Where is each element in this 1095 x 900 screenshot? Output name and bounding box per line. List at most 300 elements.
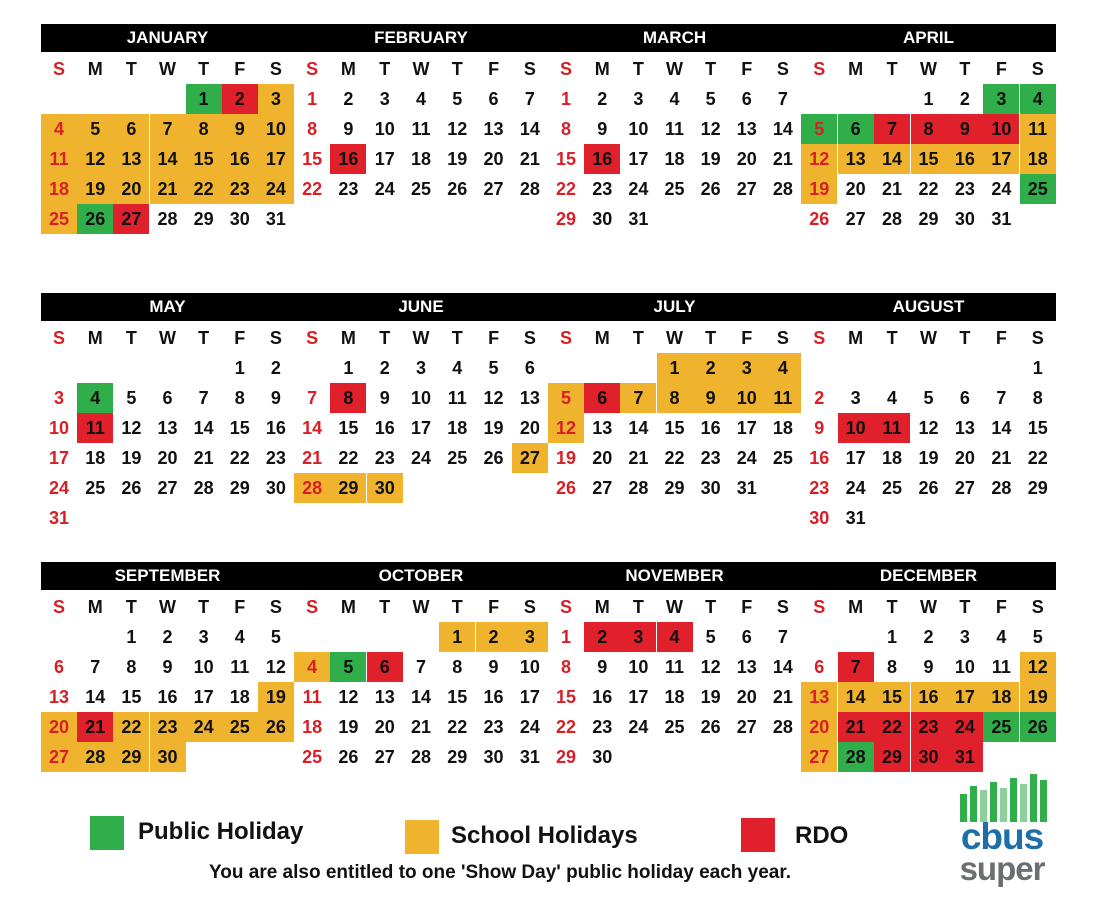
- day-cell: 30: [150, 742, 186, 772]
- day-cell: 27: [845, 209, 866, 229]
- day-cell: 11: [765, 383, 801, 413]
- weekday-header: S: [53, 328, 66, 348]
- day-cell: 13: [113, 144, 149, 174]
- month-name-august: AUGUST: [892, 297, 965, 316]
- day-cell: 3: [959, 627, 970, 647]
- day-cell: 18: [882, 448, 903, 468]
- day-cell: 3: [633, 89, 644, 109]
- month-name-january: JANUARY: [126, 28, 209, 47]
- month-name-march: MARCH: [642, 28, 707, 47]
- day-cell: 23: [954, 179, 975, 199]
- day-cell: 10: [628, 119, 649, 139]
- day-cell: 29: [1027, 478, 1048, 498]
- day-cell: 23: [150, 712, 186, 742]
- day-cell: 26: [77, 204, 113, 234]
- day-cell: 6: [524, 358, 535, 378]
- day-cell: 23: [483, 717, 504, 737]
- day-cell: 15: [664, 418, 685, 438]
- day-cell: 23: [265, 448, 286, 468]
- day-cell: 28: [294, 473, 330, 503]
- day-cell: 11: [991, 657, 1011, 677]
- day-cell: 14: [193, 418, 214, 438]
- day-cell: 15: [121, 687, 142, 707]
- day-cell: 13: [736, 119, 757, 139]
- day-cell: 28: [519, 179, 540, 199]
- day-cell: 31: [736, 478, 757, 498]
- day-cell: 7: [996, 388, 1007, 408]
- day-cell: 3: [415, 358, 426, 378]
- weekday-header: S: [776, 328, 789, 348]
- day-cell: 26: [700, 717, 721, 737]
- day-cell: 12: [483, 388, 504, 408]
- day-cell: 28: [77, 742, 113, 772]
- day-cell: 27: [801, 742, 837, 772]
- weekday-header: T: [632, 597, 644, 617]
- weekday-header: F: [741, 59, 753, 79]
- day-cell: 13: [483, 119, 504, 139]
- month-name-december: DECEMBER: [879, 566, 978, 585]
- weekday-header: F: [741, 328, 753, 348]
- day-cell: 24: [258, 174, 294, 204]
- day-cell: 25: [41, 204, 77, 234]
- day-cell: 19: [1020, 682, 1056, 712]
- day-cell: 20: [592, 448, 613, 468]
- day-cell: 3: [54, 388, 65, 408]
- day-cell: 21: [838, 712, 874, 742]
- day-cell: 29: [918, 209, 939, 229]
- day-cell: 31: [947, 742, 983, 772]
- day-cell: 11: [41, 144, 77, 174]
- day-cell: 27: [736, 717, 757, 737]
- day-cell: 14: [302, 418, 323, 438]
- day-cell: 2: [222, 84, 258, 114]
- weekday-header: F: [995, 59, 1007, 79]
- day-cell: 30: [367, 473, 403, 503]
- day-cell: 26: [121, 478, 142, 498]
- weekday-header: S: [813, 597, 826, 617]
- day-cell: 7: [874, 114, 910, 144]
- cbus-super-logo: [952, 772, 1062, 892]
- weekday-header: W: [920, 328, 937, 348]
- day-cell: 24: [628, 179, 649, 199]
- day-cell: 16: [374, 418, 395, 438]
- day-cell: 23: [911, 712, 947, 742]
- day-cell: 19: [121, 448, 142, 468]
- day-cell: 18: [41, 174, 77, 204]
- weekday-header: F: [488, 328, 500, 348]
- day-cell: 9: [597, 657, 608, 677]
- day-cell: 1: [657, 353, 693, 383]
- day-cell: 4: [452, 358, 463, 378]
- day-cell: 30: [700, 478, 721, 498]
- day-cell: 24: [374, 179, 395, 199]
- day-cell: 22: [1027, 448, 1048, 468]
- weekday-header: S: [1031, 597, 1044, 617]
- day-cell: 25: [983, 712, 1019, 742]
- day-cell: 12: [265, 657, 286, 677]
- weekday-header: W: [159, 328, 176, 348]
- day-cell: 24: [947, 712, 983, 742]
- day-cell: 3: [850, 388, 861, 408]
- day-cell: 6: [959, 388, 970, 408]
- day-cell: 29: [664, 478, 685, 498]
- day-cell: 3: [983, 84, 1019, 114]
- day-cell: 21: [628, 448, 649, 468]
- day-cell: 16: [584, 144, 620, 174]
- day-cell: 15: [302, 149, 323, 169]
- day-cell: 2: [693, 353, 729, 383]
- day-cell: 10: [193, 657, 214, 677]
- day-cell: 20: [374, 717, 395, 737]
- day-cell: 19: [700, 149, 721, 169]
- day-cell: 7: [90, 657, 101, 677]
- day-cell: 10: [519, 657, 540, 677]
- day-cell: 20: [113, 174, 149, 204]
- month-name-june: JUNE: [398, 297, 444, 316]
- day-cell: 14: [150, 144, 186, 174]
- day-cell: 1: [561, 627, 572, 647]
- day-cell: 13: [954, 418, 975, 438]
- weekday-header: T: [959, 59, 971, 79]
- day-cell: 28: [882, 209, 903, 229]
- day-cell: 31: [519, 747, 540, 767]
- day-cell: 7: [150, 114, 186, 144]
- day-cell: 4: [234, 627, 245, 647]
- day-cell: 11: [447, 388, 467, 408]
- day-cell: 2: [959, 89, 970, 109]
- day-cell: 6: [488, 89, 499, 109]
- day-cell: 30: [229, 209, 250, 229]
- day-cell: 20: [801, 712, 837, 742]
- day-cell: 29: [874, 742, 910, 772]
- weekday-header: M: [340, 59, 356, 79]
- day-cell: 18: [983, 682, 1019, 712]
- day-cell: 8: [561, 657, 572, 677]
- day-cell: 15: [556, 687, 577, 707]
- day-cell: 5: [1032, 627, 1043, 647]
- day-cell: 11: [664, 119, 685, 139]
- weekday-header: S: [523, 597, 536, 617]
- day-cell: 26: [918, 478, 939, 498]
- day-cell: 23: [374, 448, 395, 468]
- weekday-header: M: [340, 597, 356, 617]
- legend-label-rdo: RDO: [795, 822, 849, 849]
- day-cell: 30: [265, 478, 286, 498]
- day-cell: 4: [77, 383, 113, 413]
- day-cell: 13: [49, 687, 70, 707]
- day-cell: 27: [374, 747, 395, 767]
- day-cell: 18: [229, 687, 250, 707]
- day-cell: 23: [809, 478, 830, 498]
- day-cell: 6: [838, 114, 874, 144]
- day-cell: 22: [556, 179, 577, 199]
- day-cell: 25: [302, 747, 323, 767]
- day-cell: 9: [814, 418, 825, 438]
- month-name-february: FEBRUARY: [374, 28, 468, 47]
- logo-bars-icon: [952, 772, 1052, 822]
- day-cell: 13: [592, 418, 613, 438]
- day-cell: 19: [556, 448, 577, 468]
- day-cell: 2: [597, 89, 608, 109]
- day-cell: 26: [1020, 712, 1056, 742]
- day-cell: 5: [488, 358, 499, 378]
- day-cell: 9: [270, 388, 281, 408]
- day-cell: 10: [983, 114, 1019, 144]
- day-cell: 4: [1020, 84, 1056, 114]
- day-cell: 26: [483, 448, 504, 468]
- day-cell: 16: [592, 687, 613, 707]
- day-cell: 1: [234, 358, 245, 378]
- weekday-header: M: [594, 328, 610, 348]
- weekday-header: S: [523, 59, 536, 79]
- weekday-header: T: [705, 597, 717, 617]
- day-cell: 2: [476, 622, 512, 652]
- day-cell: 27: [113, 204, 149, 234]
- day-cell: 9: [693, 383, 729, 413]
- day-cell: 25: [1020, 174, 1056, 204]
- day-cell: 9: [597, 119, 608, 139]
- weekday-header: T: [125, 59, 137, 79]
- weekday-header: T: [379, 328, 391, 348]
- day-cell: 3: [512, 622, 548, 652]
- day-cell: 28: [772, 179, 793, 199]
- day-cell: 22: [338, 448, 359, 468]
- day-cell: 20: [736, 149, 757, 169]
- day-cell: 5: [705, 89, 716, 109]
- day-cell: 9: [923, 657, 934, 677]
- weekday-header: M: [340, 328, 356, 348]
- day-cell: 8: [330, 383, 366, 413]
- day-cell: 31: [845, 508, 866, 528]
- weekday-header: S: [813, 59, 826, 79]
- footnote: You are also entitled to one 'Show Day' public holiday each year.: [209, 862, 791, 883]
- day-cell: 8: [911, 114, 947, 144]
- day-cell: 28: [838, 742, 874, 772]
- day-cell: 3: [198, 627, 209, 647]
- day-cell: 6: [814, 657, 825, 677]
- day-cell: 2: [343, 89, 354, 109]
- day-cell: 4: [657, 622, 693, 652]
- day-cell: 28: [772, 717, 793, 737]
- day-cell: 30: [809, 508, 830, 528]
- day-cell: 13: [374, 687, 395, 707]
- day-cell: 10: [258, 114, 294, 144]
- day-cell: 27: [736, 179, 757, 199]
- day-cell: 10: [49, 418, 70, 438]
- day-cell: 3: [379, 89, 390, 109]
- day-cell: 18: [85, 448, 106, 468]
- day-cell: 3: [620, 622, 656, 652]
- legend-label-public-holiday: Public Holiday: [138, 818, 304, 845]
- day-cell: 24: [991, 179, 1012, 199]
- day-cell: 14: [410, 687, 432, 707]
- weekday-header: M: [87, 59, 103, 79]
- day-cell: 12: [338, 687, 359, 707]
- day-cell: 23: [592, 179, 613, 199]
- day-cell: 25: [85, 478, 106, 498]
- weekday-header: F: [234, 328, 246, 348]
- day-cell: 7: [307, 388, 318, 408]
- day-cell: 29: [229, 478, 250, 498]
- weekday-header: T: [886, 59, 898, 79]
- day-cell: 20: [483, 149, 504, 169]
- day-cell: 12: [700, 657, 721, 677]
- weekday-header: M: [87, 597, 103, 617]
- day-cell: 18: [447, 418, 468, 438]
- day-cell: 14: [85, 687, 106, 707]
- day-cell: 24: [736, 448, 757, 468]
- day-cell: 5: [270, 627, 281, 647]
- day-cell: 7: [838, 652, 874, 682]
- day-cell: 11: [411, 119, 431, 139]
- day-cell: 10: [410, 388, 432, 408]
- day-cell: 20: [41, 712, 77, 742]
- weekday-header: M: [87, 328, 103, 348]
- day-cell: 5: [801, 114, 837, 144]
- day-cell: 28: [991, 478, 1012, 498]
- day-cell: 26: [338, 747, 359, 767]
- day-cell: 18: [1020, 144, 1056, 174]
- day-cell: 20: [736, 687, 757, 707]
- weekday-header: T: [632, 328, 644, 348]
- month-name-april: APRIL: [903, 28, 954, 47]
- day-cell: 1: [561, 89, 572, 109]
- day-cell: 14: [874, 144, 910, 174]
- day-cell: 26: [447, 179, 468, 199]
- day-cell: 7: [415, 657, 426, 677]
- day-cell: 4: [996, 627, 1007, 647]
- weekday-header: T: [451, 328, 463, 348]
- day-cell: 20: [954, 448, 975, 468]
- day-cell: 6: [54, 657, 65, 677]
- day-cell: 14: [772, 657, 793, 677]
- legend-swatch-school-holidays: [405, 820, 439, 854]
- day-cell: 25: [664, 717, 685, 737]
- weekday-header: S: [306, 328, 319, 348]
- day-cell: 1: [1032, 358, 1043, 378]
- weekday-header: T: [198, 59, 210, 79]
- day-cell: 10: [954, 657, 975, 677]
- day-cell: 13: [157, 418, 178, 438]
- day-cell: 12: [447, 119, 468, 139]
- day-cell: 10: [729, 383, 765, 413]
- day-cell: 11: [1020, 114, 1056, 144]
- day-cell: 11: [874, 413, 910, 443]
- day-cell: 21: [519, 149, 540, 169]
- day-cell: 7: [777, 89, 788, 109]
- day-cell: 11: [302, 687, 322, 707]
- weekday-header: T: [886, 597, 898, 617]
- day-cell: 14: [628, 418, 649, 438]
- day-cell: 4: [415, 89, 426, 109]
- weekday-header: W: [159, 597, 176, 617]
- logo-word-cbus: cbus: [960, 816, 1044, 857]
- day-cell: 26: [556, 478, 577, 498]
- day-cell: 22: [229, 448, 250, 468]
- day-cell: 24: [410, 448, 432, 468]
- day-cell: 15: [229, 418, 250, 438]
- day-cell: 8: [1032, 388, 1043, 408]
- day-cell: 22: [874, 712, 910, 742]
- day-cell: 30: [954, 209, 975, 229]
- day-cell: 15: [874, 682, 910, 712]
- day-cell: 6: [741, 89, 752, 109]
- day-cell: 27: [41, 742, 77, 772]
- day-cell: 1: [186, 84, 222, 114]
- day-cell: 1: [439, 622, 475, 652]
- weekday-header: T: [705, 59, 717, 79]
- day-cell: 21: [991, 448, 1012, 468]
- day-cell: 24: [49, 478, 70, 498]
- month-name-july: JULY: [653, 297, 696, 316]
- weekday-header: T: [451, 597, 463, 617]
- day-cell: 6: [113, 114, 149, 144]
- day-cell: 19: [918, 448, 939, 468]
- day-cell: 11: [77, 413, 113, 443]
- day-cell: 22: [302, 179, 323, 199]
- day-cell: 30: [911, 742, 947, 772]
- day-cell: 18: [410, 149, 432, 169]
- day-cell: 16: [157, 687, 178, 707]
- day-cell: 19: [447, 149, 468, 169]
- weekday-header: M: [848, 328, 864, 348]
- day-cell: 8: [887, 657, 898, 677]
- day-cell: 2: [584, 622, 620, 652]
- day-cell: 31: [49, 508, 70, 528]
- day-cell: 29: [556, 209, 577, 229]
- day-cell: 19: [483, 418, 504, 438]
- weekday-header: T: [705, 328, 717, 348]
- day-cell: 4: [669, 89, 680, 109]
- day-cell: 22: [918, 179, 939, 199]
- weekday-header: W: [920, 59, 937, 79]
- weekday-header: W: [920, 597, 937, 617]
- month-name-september: SEPTEMBER: [114, 566, 221, 585]
- day-cell: 16: [700, 418, 721, 438]
- day-cell: 19: [258, 682, 294, 712]
- weekday-header: T: [125, 597, 137, 617]
- day-cell: 17: [983, 144, 1019, 174]
- weekday-header: W: [159, 59, 176, 79]
- day-cell: 19: [338, 717, 359, 737]
- day-cell: 13: [838, 144, 874, 174]
- day-cell: 25: [664, 179, 685, 199]
- day-cell: 15: [338, 418, 359, 438]
- day-cell: 22: [113, 712, 149, 742]
- weekday-header: T: [451, 59, 463, 79]
- weekday-header: T: [379, 59, 391, 79]
- day-cell: 2: [923, 627, 934, 647]
- weekday-header: T: [959, 597, 971, 617]
- day-cell: 16: [911, 682, 947, 712]
- month-name-may: MAY: [149, 297, 186, 316]
- day-cell: 21: [882, 179, 903, 199]
- weekday-header: M: [594, 597, 610, 617]
- weekday-header: T: [198, 597, 210, 617]
- day-cell: 17: [193, 687, 214, 707]
- weekday-header: W: [666, 597, 683, 617]
- weekday-header: S: [1031, 59, 1044, 79]
- day-cell: 4: [41, 114, 77, 144]
- day-cell: 2: [270, 358, 281, 378]
- day-cell: 15: [911, 144, 947, 174]
- day-cell: 21: [77, 712, 113, 742]
- day-cell: 21: [772, 687, 793, 707]
- day-cell: 2: [379, 358, 390, 378]
- day-cell: 16: [222, 144, 258, 174]
- day-cell: 9: [488, 657, 499, 677]
- day-cell: 16: [947, 144, 983, 174]
